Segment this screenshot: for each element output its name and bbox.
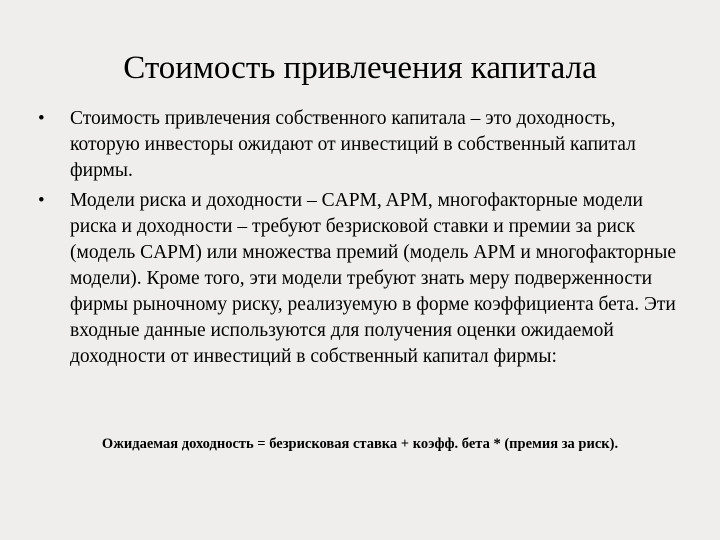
formula: Ожидаемая доходность = безрисковая ставка + коэфф. бета * (премия за риск). [101, 436, 619, 452]
bullet-dot-icon: • [38, 108, 45, 129]
bullet-text: Модели риска и доходности – CAPM, APM, многофакторные модели риска и доходности – требуют безрисковой ставки и премии за риск (модель CAPM) или множества премий (модель APM и многофакторные модели). Кроме того, эти модели требуют знать меру подверженности фирмы рыночному риску, реализуемую в форме коэффициента бета. Эти входные данные используются для получения оценки ожидаемой доходности от инвестиций в собственный капитал фирмы: [70, 190, 676, 367]
bullet-dot-icon: • [38, 190, 45, 211]
bullet-text: Стоимость привлечения собственного капитала – это доходность, которую инвесторы ожидают от инвестиций в собственный капитал фирмы. [70, 108, 636, 181]
slide-title: Стоимость привлечения капитала [123, 50, 597, 86]
bullet-item [36, 188, 684, 370]
bullet-list [36, 106, 684, 374]
bullet-item [36, 106, 684, 184]
